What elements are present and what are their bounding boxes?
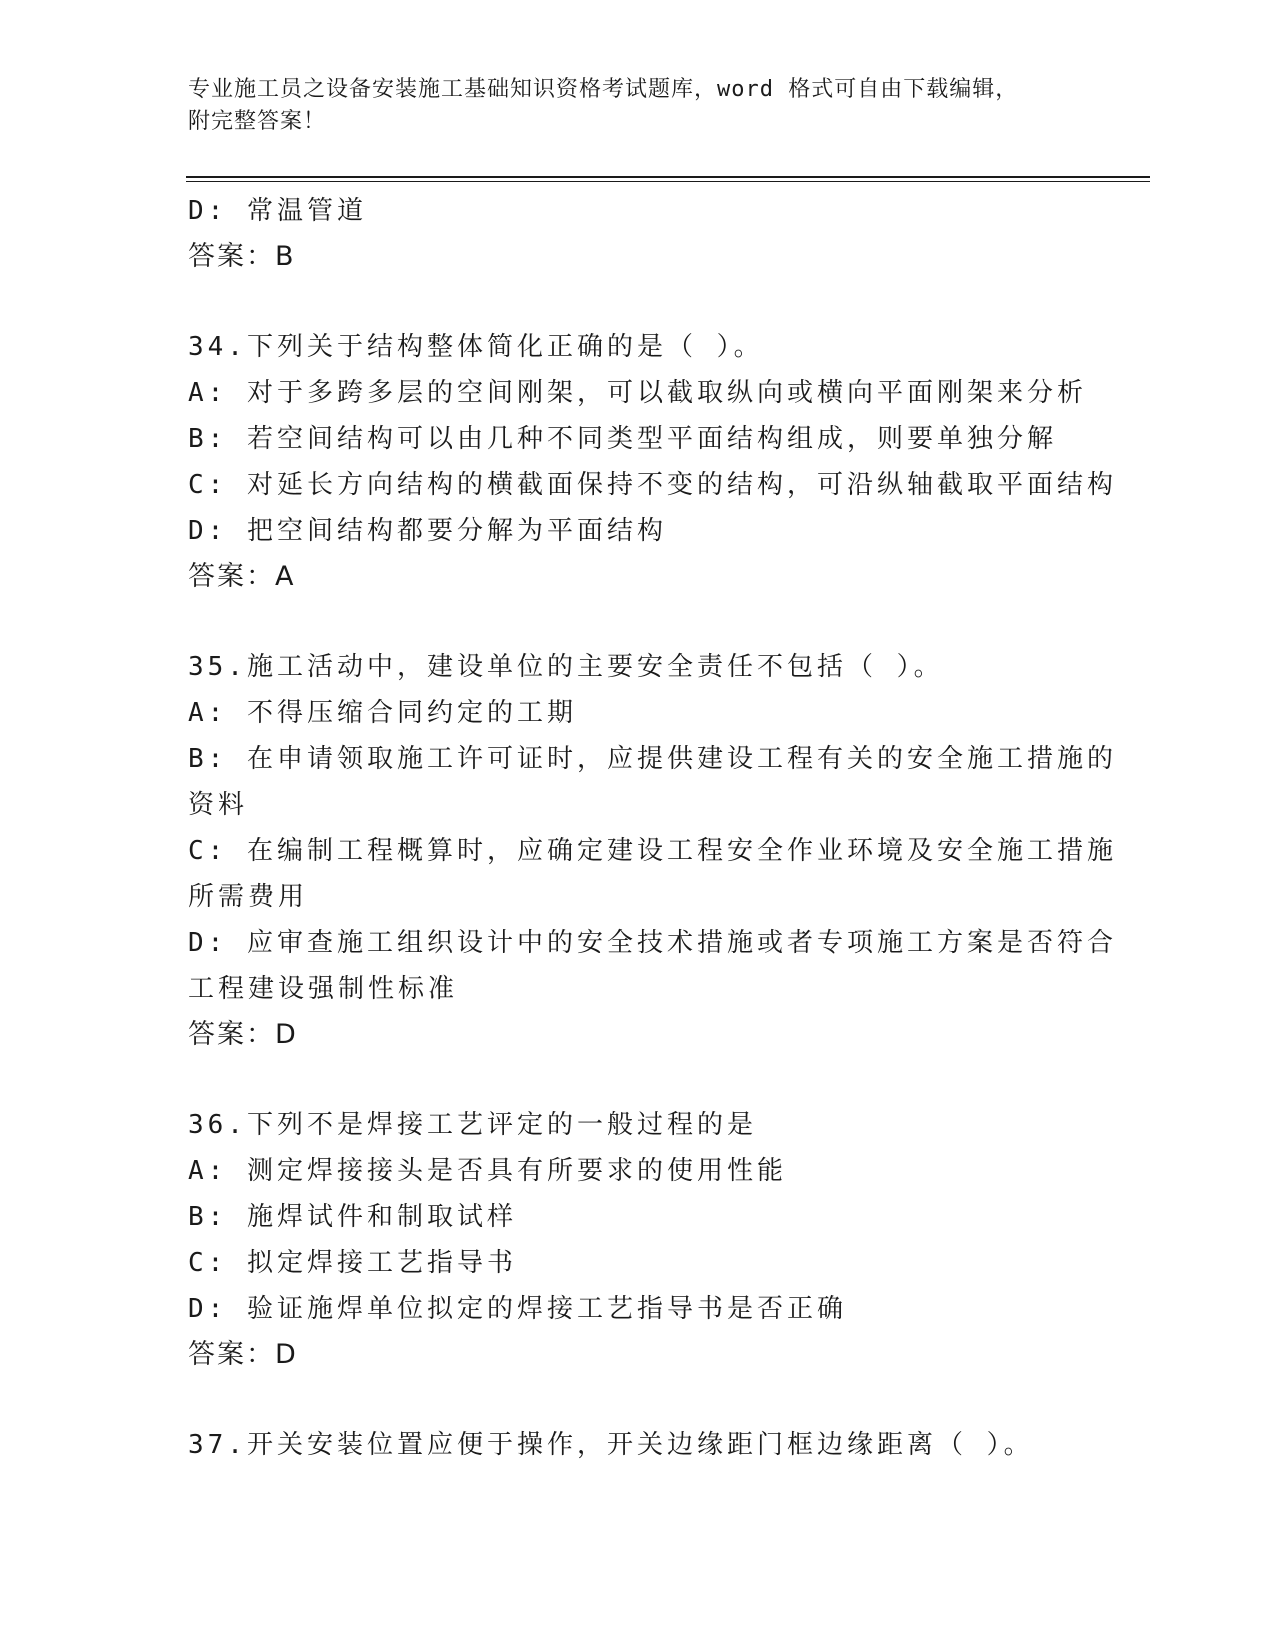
option-d: D: 常温管道 [188, 196, 367, 226]
answer-line: 答案：A [188, 561, 296, 592]
question-text: 36.下列不是焊接工艺评定的一般过程的是 [188, 1110, 757, 1140]
option-a: A: 不得压缩合同约定的工期 [188, 698, 577, 728]
question-36 [188, 1102, 1088, 1378]
document-header [188, 74, 1088, 138]
header-line-1: 专业施工员之设备安装施工基础知识资格考试题库，word 格式可自由下载编辑， [188, 77, 1019, 102]
option-b-continued: 资料 [188, 790, 249, 820]
header-divider-thick [186, 176, 1150, 178]
option-d: D: 把空间结构都要分解为平面结构 [188, 516, 667, 546]
question-list [188, 188, 1117, 1468]
spacer [188, 1058, 1088, 1102]
option-c: C: 在编制工程概算时，应确定建设工程安全作业环境及安全施工措施 [188, 836, 1117, 866]
option-b: B: 施焊试件和制取试样 [188, 1202, 517, 1232]
question-text: 34.下列关于结构整体简化正确的是（ ）。 [188, 332, 764, 362]
question-33 [188, 188, 1088, 280]
question-text: 35.施工活动中，建设单位的主要安全责任不包括（ ）。 [188, 652, 944, 682]
question-37 [188, 1422, 1088, 1468]
option-d: D: 应审查施工组织设计中的安全技术措施或者专项施工方案是否符合 [188, 928, 1117, 958]
option-d: D: 验证施焊单位拟定的焊接工艺指导书是否正确 [188, 1294, 847, 1324]
option-b: B: 若空间结构可以由几种不同类型平面结构组成，则要单独分解 [188, 424, 1057, 454]
spacer [188, 600, 1088, 644]
spacer [188, 280, 1088, 324]
question-35 [188, 644, 1117, 1058]
answer-line: 答案：D [188, 1339, 298, 1370]
header-divider-thin [186, 181, 1150, 182]
option-b: B: 在申请领取施工许可证时，应提供建设工程有关的安全施工措施的 [188, 744, 1117, 774]
spacer [188, 1378, 1088, 1422]
question-34 [188, 324, 1117, 600]
option-a: A: 对于多跨多层的空间刚架，可以截取纵向或横向平面刚架来分析 [188, 378, 1087, 408]
option-c-continued: 所需费用 [188, 882, 309, 912]
question-text: 37.开关安装位置应便于操作，开关边缘距门框边缘距离（ ）。 [188, 1430, 1034, 1460]
option-c: C: 拟定焊接工艺指导书 [188, 1248, 517, 1278]
header-line-2: 附完整答案！ [188, 109, 327, 134]
option-c: C: 对延长方向结构的横截面保持不变的结构，可沿纵轴截取平面结构 [188, 470, 1117, 500]
answer-line: 答案：D [188, 1019, 298, 1050]
option-d-continued: 工程建设强制性标准 [188, 974, 459, 1004]
answer-line: 答案：B [188, 241, 296, 272]
option-a: A: 测定焊接接头是否具有所要求的使用性能 [188, 1156, 787, 1186]
